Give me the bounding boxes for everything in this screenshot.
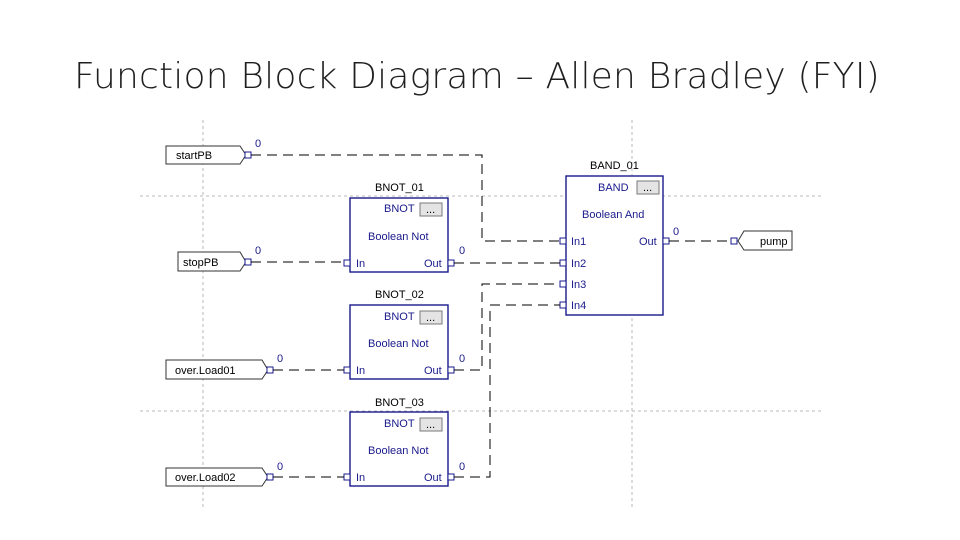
band-input-label: In1 <box>571 236 587 248</box>
block-description: Boolean And <box>582 209 645 221</box>
block-in-label: In <box>356 365 366 377</box>
input-ref-value: 0 <box>255 245 262 257</box>
output-ref-pump[interactable] <box>731 231 792 250</box>
input-ref-stoppb[interactable] <box>178 245 261 271</box>
block-type: BNOT <box>384 311 415 323</box>
block-out-label: Out <box>424 258 442 270</box>
block-out-value: 0 <box>459 245 466 257</box>
bnot-block-2[interactable] <box>344 289 465 379</box>
input-ref-value: 0 <box>255 138 262 150</box>
input-ref-startpb[interactable] <box>166 138 261 164</box>
button-label: ... <box>426 312 436 324</box>
block-out-value: 0 <box>459 461 466 473</box>
button-label: ... <box>426 204 436 216</box>
output-ref-label: pump <box>760 236 788 248</box>
block-out-label: Out <box>639 236 657 248</box>
block-description: Boolean Not <box>368 231 429 243</box>
button-label: ... <box>643 182 653 194</box>
input-ref-overload02[interactable] <box>166 461 283 486</box>
slide-title: Function Block Diagram – Allen Bradley (FYI) <box>74 56 880 97</box>
band-input-label: In2 <box>571 258 587 270</box>
block-out-value: 0 <box>673 226 680 238</box>
block-in-label: In <box>356 258 366 270</box>
block-name: BNOT_01 <box>375 182 424 194</box>
band-input-label: In3 <box>571 279 587 291</box>
sheet-grid <box>140 120 822 510</box>
button-label: ... <box>426 419 436 431</box>
input-ref-label: over.Load01 <box>175 365 236 377</box>
block-out-label: Out <box>424 472 442 484</box>
input-ref-overload01[interactable] <box>166 353 283 379</box>
block-description: Boolean Not <box>368 445 429 457</box>
block-type: BNOT <box>384 203 415 215</box>
block-type: BAND <box>598 182 629 194</box>
block-out-label: Out <box>424 365 442 377</box>
block-out-value: 0 <box>459 353 466 365</box>
input-ref-value: 0 <box>277 353 284 365</box>
block-in-label: In <box>356 472 366 484</box>
input-ref-label: over.Load02 <box>175 472 236 484</box>
block-description: Boolean Not <box>368 338 429 350</box>
block-name: BAND_01 <box>590 160 639 172</box>
block-type: BNOT <box>384 418 415 430</box>
input-ref-value: 0 <box>277 461 284 473</box>
band-block[interactable] <box>560 160 679 315</box>
block-name: BNOT_02 <box>375 289 424 301</box>
input-ref-label: startPB <box>176 150 213 162</box>
band-input-label: In4 <box>571 300 587 312</box>
block-name: BNOT_03 <box>375 397 424 409</box>
input-ref-label: stopPB <box>183 257 219 269</box>
bnot-block-3[interactable] <box>344 397 465 486</box>
